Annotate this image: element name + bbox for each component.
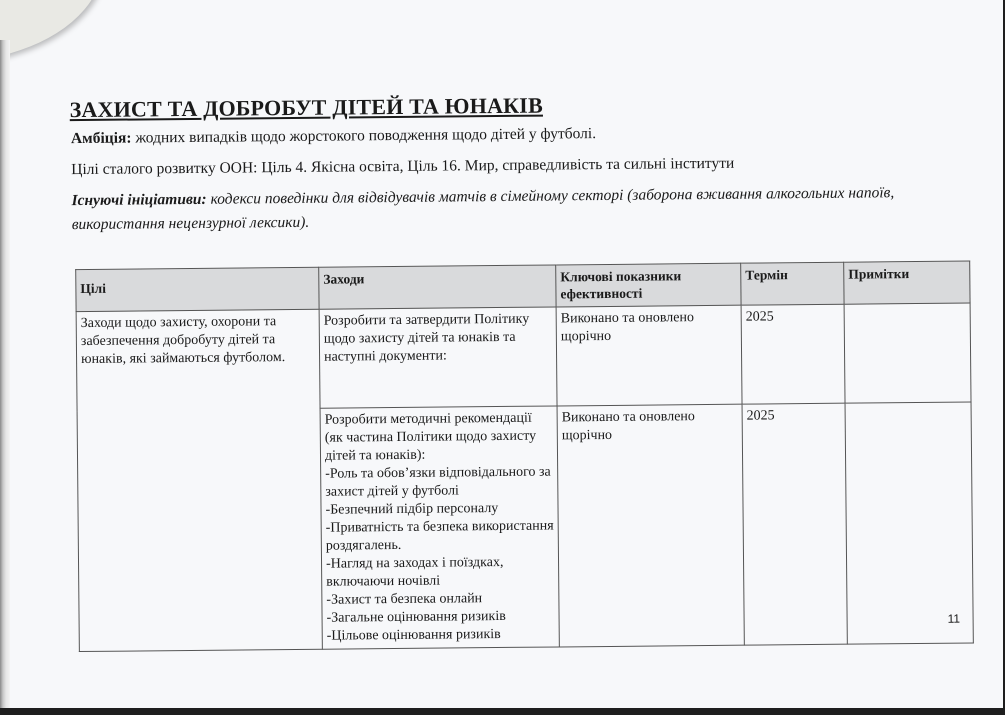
- kpi-cell: Виконано та оновлено щорічно: [556, 305, 742, 406]
- goal-cell: Заходи щодо захисту, охорони та забезпечення добробуту дітей та юнаків, які займаються футболом.: [76, 309, 322, 651]
- header-goals: Цілі: [76, 267, 319, 311]
- term-cell: 2025: [741, 304, 845, 404]
- measure-line: Розробити методичні рекомендації (як частина Політики щодо захисту дітей та юнаків):: [324, 410, 537, 464]
- ambition-line: [71, 125, 596, 148]
- header-measures: Заходи: [319, 265, 556, 309]
- measure-cell: [320, 406, 559, 649]
- term-cell: 2025: [742, 403, 847, 645]
- ambition-text: жодних випадків щодо жорстокого поводження щодо дітей у футболі.: [131, 125, 597, 147]
- measure-line: -Захист та безпека онлайн: [326, 591, 483, 608]
- notes-cell: [845, 402, 973, 644]
- initiatives-line: [71, 181, 931, 237]
- header-notes: Примітки: [844, 261, 970, 304]
- initiatives-text: кодекси поведінки для відвідувачів матчів в сімейному секторі (заборона вживання алкогольних напоїв, використання нецензурної лексики).: [71, 184, 895, 234]
- measure-line: -Нагляд на заходах і поїздках, включаючи ночівлі: [325, 554, 504, 590]
- notes-cell: [844, 303, 971, 403]
- measure-cell: [319, 307, 557, 408]
- section-title: ЗАХИСТ ТА ДОБРОБУТ ДІТЕЙ ТА ЮНАКІВ: [69, 92, 543, 123]
- measure-line: -Цільове оцінювання ризиків: [326, 627, 501, 644]
- goals-table: [75, 260, 974, 652]
- sdg-line: Цілі сталого розвитку ООН: Ціль 4. Якісна освіта, Ціль 16. Мир, справедливість та сильні інститути: [71, 154, 735, 179]
- measure-line: -Приватність та безпека використання роздягалень.: [325, 518, 554, 554]
- measure-line: -Роль та обов’язки відповідального за захист дітей у футболі: [325, 464, 551, 500]
- initiatives-label: Існуючі ініціативи:: [71, 190, 207, 210]
- header-term: Термін: [741, 262, 844, 305]
- header-kpi: Ключові показники ефективності: [556, 263, 741, 307]
- page-number: 11: [947, 611, 961, 626]
- table-row: [76, 303, 971, 411]
- measure-line: -Безпечний підбір персоналу: [325, 501, 499, 518]
- measure-line: -Загальне оцінювання ризиків: [326, 608, 506, 626]
- kpi-cell: Виконано та оновлено щорічно: [557, 404, 744, 647]
- measure-line: Розробити та затвердити Політику щодо захисту дітей та юнаків та наступні документи:: [323, 311, 530, 365]
- ambition-label: Амбіція:: [70, 129, 132, 148]
